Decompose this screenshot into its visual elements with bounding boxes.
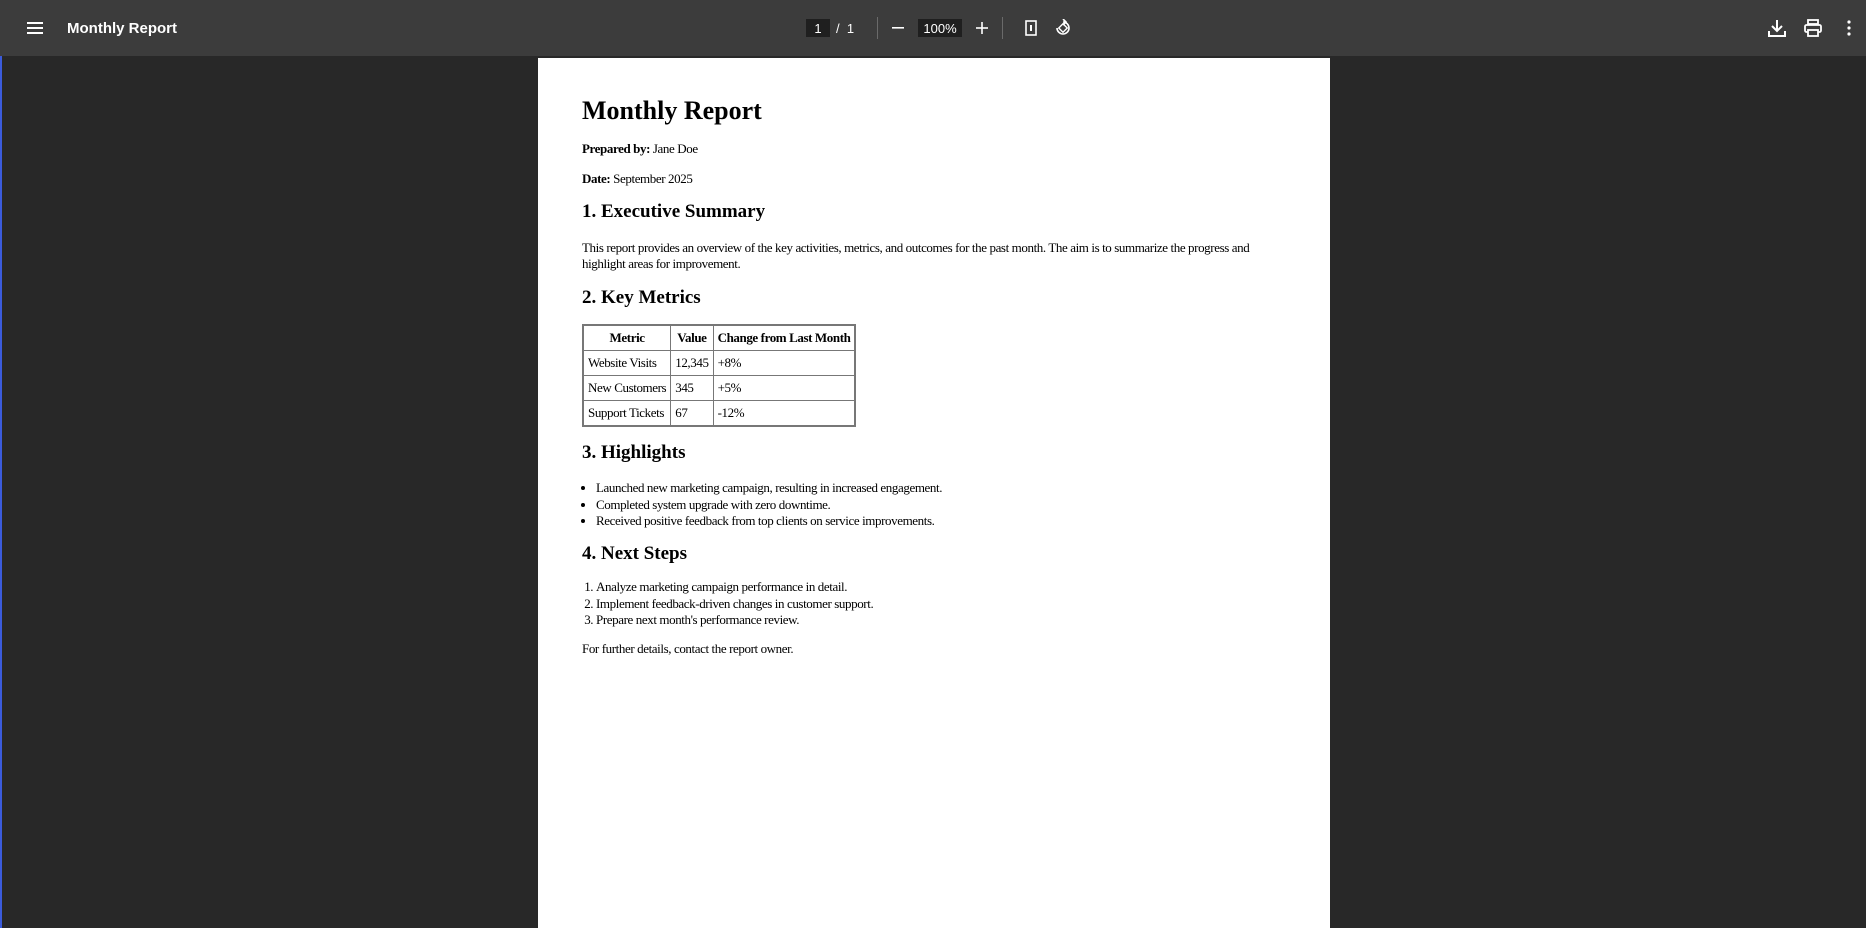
column-header: Metric [583, 325, 671, 351]
table-cell: +8% [713, 351, 855, 376]
section-heading: 3. Highlights [582, 442, 686, 463]
list-item: 3. Prepare next month's performance review. [596, 612, 873, 629]
date-value: September 2025 [610, 171, 693, 186]
total-pages: 1 [846, 20, 855, 36]
document-title: Monthly Report [67, 19, 177, 37]
fit-page-icon[interactable] [1019, 0, 1043, 56]
zoom-in-icon[interactable] [970, 0, 994, 56]
list-item: • Launched new marketing campaign, resulting in increased engagement. [596, 480, 942, 497]
prepared-by [582, 141, 698, 157]
pdf-toolbar [0, 0, 1866, 56]
list-item: 2. Implement feedback-driven changes in customer support. [596, 596, 873, 613]
column-header: Value [671, 325, 713, 351]
prepared-value: Jane Doe [650, 141, 698, 156]
table-cell: -12% [713, 401, 855, 427]
page-total [836, 0, 854, 56]
section-heading: 1. Executive Summary [582, 201, 766, 222]
list-item: 1. Analyze marketing campaign performance in detail. [596, 579, 873, 596]
list-item: • Completed system upgrade with zero downtime. [596, 497, 942, 514]
table-cell: Support Tickets [583, 401, 671, 427]
table-cell: 12,345 [671, 351, 713, 376]
summary-text: This report provides an overview of the key activities, metrics, and outcomes for the past month. The aim is to summarize the progress and highlight areas for improvement. [582, 240, 1250, 271]
zoom-out-icon[interactable] [886, 0, 910, 56]
section-heading: 2. Key Metrics [582, 287, 701, 308]
divider [877, 17, 878, 39]
table-cell: +5% [713, 376, 855, 401]
column-header: Change from Last Month [713, 325, 855, 351]
table-row [583, 401, 855, 427]
print-icon[interactable] [1801, 0, 1825, 56]
more-icon[interactable] [1837, 0, 1861, 56]
page-number-input[interactable]: 1 [806, 19, 830, 37]
table-row [583, 376, 855, 401]
next-steps-list [564, 579, 873, 629]
table-row [583, 351, 855, 376]
table-cell: New Customers [583, 376, 671, 401]
window-edge [0, 0, 2, 928]
menu-icon[interactable] [23, 0, 47, 56]
table-cell: 345 [671, 376, 713, 401]
list-item: • Received positive feedback from top clients on service improvements. [596, 513, 942, 530]
doc-title: Monthly Report [582, 96, 762, 125]
report-date [582, 171, 692, 187]
highlights-list [564, 480, 942, 530]
table-cell: 67 [671, 401, 713, 427]
date-label: Date: [582, 171, 611, 186]
table-cell: Website Visits [583, 351, 671, 376]
metrics-table [582, 324, 856, 427]
rotate-icon[interactable] [1051, 0, 1075, 56]
pdf-page [538, 58, 1330, 928]
section-heading: 4. Next Steps [582, 543, 688, 564]
metrics-table-wrap [582, 324, 856, 427]
table-header-row [583, 325, 855, 351]
divider [1002, 17, 1003, 39]
download-icon[interactable] [1765, 0, 1789, 56]
page-separator: / [836, 20, 840, 36]
footer-note: For further details, contact the report owner. [582, 641, 794, 656]
zoom-input[interactable]: 100% [918, 19, 962, 37]
prepared-label: Prepared by: [582, 141, 651, 156]
